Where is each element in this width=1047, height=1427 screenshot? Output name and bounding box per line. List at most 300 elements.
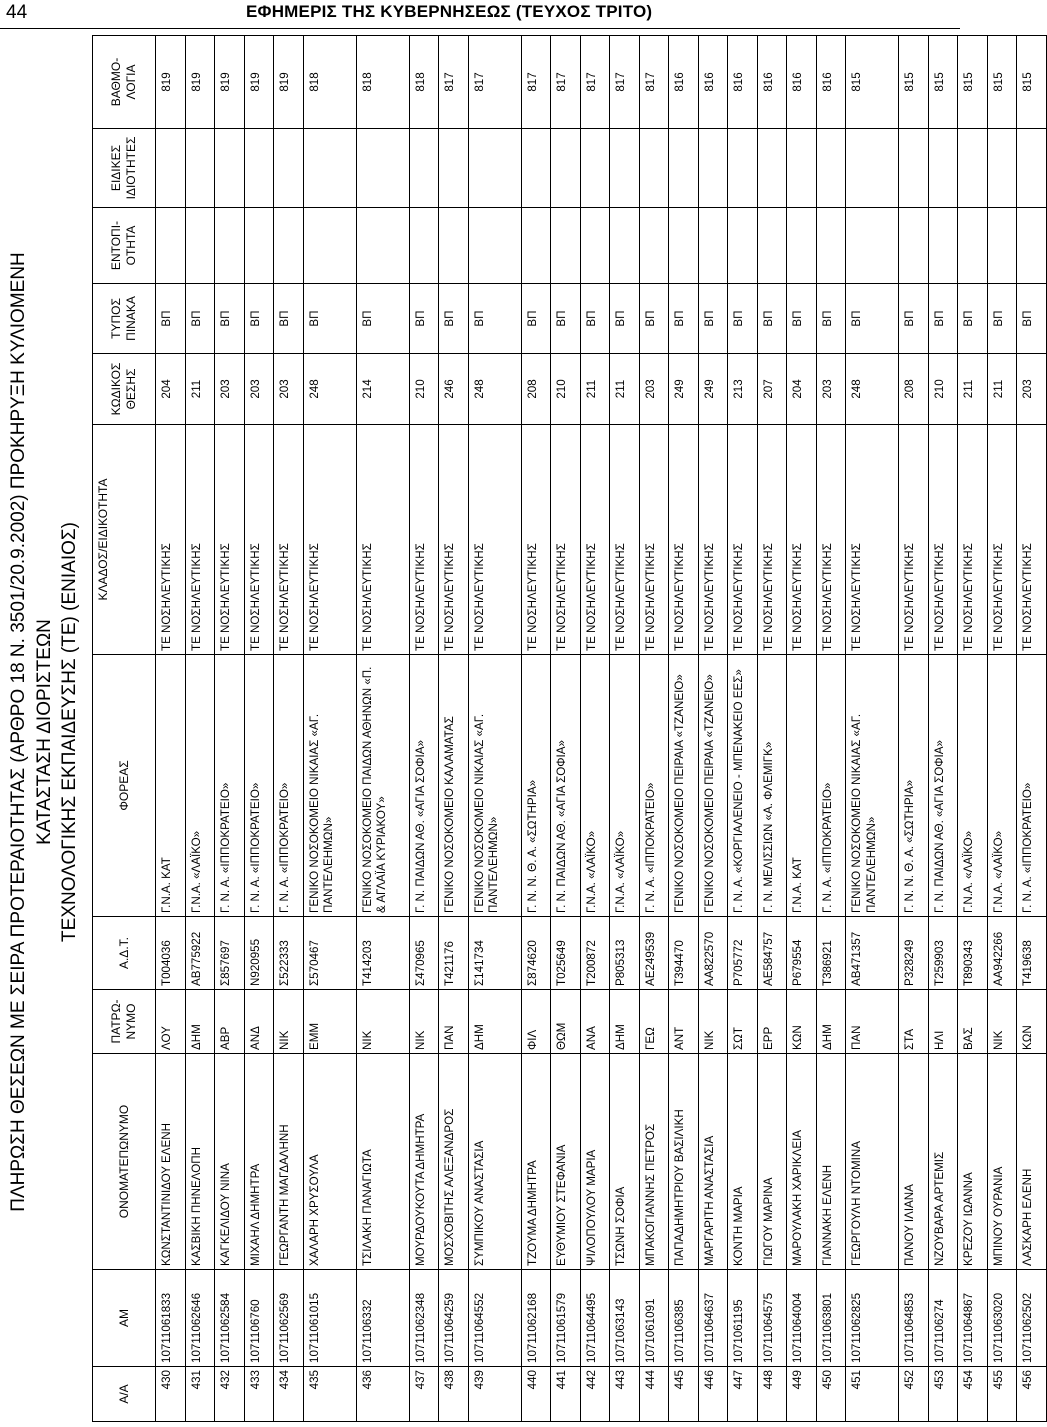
cell-special: [468, 129, 521, 208]
cell-name: ΤΣΩΝΗ ΣΟΦΙΑ: [610, 1054, 640, 1270]
cell-patronymic: ΑΝΔ: [244, 990, 274, 1054]
cell-locality: [669, 208, 699, 284]
title-line-2: ΚΑΤΑΣΤΑΣΗ ΔΙΟΡΙΣΤΕΩΝ: [34, 619, 55, 845]
cell-list-type: ΒΠ: [958, 284, 988, 354]
col-position-code-l2: ΘΕΣΗΣ: [124, 368, 138, 410]
cell-list-type: ΒΠ: [1017, 284, 1047, 354]
header-rule: [0, 28, 960, 29]
cell-adt: Τ890343: [958, 917, 988, 990]
cell-position-code: 248: [303, 354, 356, 425]
cell-locality: [928, 208, 958, 284]
cell-locality: [185, 208, 215, 284]
cell-klados: ΤΕ ΝΟΣΗΛΕΥΤΙΚΗΣ: [185, 425, 215, 655]
cell-list-type: ΒΠ: [409, 284, 439, 354]
cell-foreas: ΓΕΝΙΚΟ ΝΟΣΟΚΟΜΕΙΟ ΝΙΚΑΙΑΣ «ΑΓ. ΠΑΝΤΕΛΕΗΜΩΝ»: [846, 655, 899, 917]
cell-special: [610, 129, 640, 208]
cell-list-type: ΒΠ: [356, 284, 409, 354]
cell-name: ΠΑΝΟΥ ΙΛΙΑΝΑ: [899, 1054, 929, 1270]
cell-patronymic: ΝΙΚ: [356, 990, 409, 1054]
cell-foreas: Γ.Ν.Α. «ΛΑΪΚΟ»: [987, 655, 1017, 917]
cell-patronymic: ΔΗΜ: [185, 990, 215, 1054]
cell-position-code: 214: [356, 354, 409, 425]
cell-adt: Ρ805313: [610, 917, 640, 990]
cell-foreas: Γ.Ν.Α. ΚΑΤ: [156, 655, 186, 917]
cell-patronymic: ΑΒΡ: [215, 990, 245, 1054]
cell-foreas: Γ. Ν. Α. «ΙΠΠΟΚΡΑΤΕΙΟ»: [639, 655, 669, 917]
cell-patronymic: ΣΩΤ: [728, 990, 758, 1054]
cell-adt: Τ259903: [928, 917, 958, 990]
col-position-code: [93, 354, 156, 425]
table-row: [244, 36, 274, 1422]
cell-am: 10711064495: [580, 1270, 610, 1367]
cell-am: 10711061579: [551, 1270, 581, 1367]
cell-position-code: 211: [610, 354, 640, 425]
cell-am: 1071106332: [356, 1270, 409, 1367]
cell-am: 10711062584: [215, 1270, 245, 1367]
cell-name: ΚΑΓΚΕΛΙΔΟΥ ΝΙΝΑ: [215, 1054, 245, 1270]
cell-am: 10711064575: [757, 1270, 787, 1367]
col-foreas: ΦΟΡΕΑΣ: [93, 655, 156, 917]
cell-foreas: ΓΕΝΙΚΟ ΝΟΣΟΚΟΜΕΙΟ ΠΕΙΡΑΙΑ «ΤΖΑΝΕΙΟ»: [669, 655, 699, 917]
table-row: [757, 36, 787, 1422]
cell-aa: 451: [846, 1367, 899, 1422]
cell-aa: 432: [215, 1367, 245, 1422]
cell-list-type: ΒΠ: [698, 284, 728, 354]
cell-klados: ΤΕ ΝΟΣΗΛΕΥΤΙΚΗΣ: [580, 425, 610, 655]
cell-adt: Τ025649: [551, 917, 581, 990]
cell-foreas: Γ. Ν. ΠΑΙΔΩΝ ΑΘ. «ΑΓΙΑ ΣΟΦΙΑ»: [928, 655, 958, 917]
cell-aa: 430: [156, 1367, 186, 1422]
cell-aa: 455: [987, 1367, 1017, 1422]
cell-am: 10711064004: [787, 1270, 817, 1367]
col-position-code-l1: ΚΩΔΙΚΟΣ: [109, 362, 123, 416]
cell-patronymic: ΓΕΩ: [639, 990, 669, 1054]
cell-foreas: Γ.Ν.Α. «ΛΑΪΚΟ»: [958, 655, 988, 917]
cell-am: 10711062569: [274, 1270, 304, 1367]
cell-adt: Σ857697: [215, 917, 245, 990]
cell-locality: [698, 208, 728, 284]
cell-special: [580, 129, 610, 208]
cell-klados: ΤΕ ΝΟΣΗΛΕΥΤΙΚΗΣ: [899, 425, 929, 655]
cell-locality: [580, 208, 610, 284]
cell-locality: [987, 208, 1017, 284]
cell-aa: 437: [409, 1367, 439, 1422]
cell-score: 819: [185, 36, 215, 129]
cell-klados: ΤΕ ΝΟΣΗΛΕΥΤΙΚΗΣ: [274, 425, 304, 655]
cell-score: 818: [409, 36, 439, 129]
cell-position-code: 203: [816, 354, 846, 425]
table-row: [669, 36, 699, 1422]
cell-klados: ΤΕ ΝΟΣΗΛΕΥΤΙΚΗΣ: [303, 425, 356, 655]
cell-list-type: ΒΠ: [928, 284, 958, 354]
cell-am: 10711062646: [185, 1270, 215, 1367]
cell-foreas: Γ. Ν. Ν. Θ. Α. «ΣΩΤΗΡΙΑ»: [899, 655, 929, 917]
cell-name: ΤΖΟΥΜΑ ΔΗΜΗΤΡΑ: [521, 1054, 551, 1270]
cell-adt: ΑΑ942266: [987, 917, 1017, 990]
cell-list-type: ΒΠ: [899, 284, 929, 354]
cell-position-code: 204: [787, 354, 817, 425]
cell-klados: ΤΕ ΝΟΣΗΛΕΥΤΙΚΗΣ: [787, 425, 817, 655]
table-row: [987, 36, 1017, 1422]
cell-list-type: ΒΠ: [757, 284, 787, 354]
cell-aa: 431: [185, 1367, 215, 1422]
cell-aa: 438: [439, 1367, 469, 1422]
cell-special: [728, 129, 758, 208]
title-line-1: ΠΛΗΡΩΣΗ ΘΕΣΕΩΝ ΜΕ ΣΕΙΡΑ ΠΡΟΤΕΡΑΙΟΤΗΤΑΣ (ΑΡΘΡΟ 18 Ν. 3501/20.9.2002) ΠΡΟΚΗΡΥΞΗ ΚΥΛΙΟΜΕΝΗ: [8, 252, 29, 1212]
cell-list-type: ΒΠ: [816, 284, 846, 354]
cell-adt: Τ386921: [816, 917, 846, 990]
page-number: 44: [6, 2, 28, 23]
cell-am: 10711061015: [303, 1270, 356, 1367]
cell-patronymic: ΛΟΥ: [156, 990, 186, 1054]
cell-special: [987, 129, 1017, 208]
cell-patronymic: ΦΙΛ: [521, 990, 551, 1054]
table-row: [580, 36, 610, 1422]
col-patronymic: [93, 990, 156, 1054]
cell-patronymic: ΗΛΙ: [928, 990, 958, 1054]
cell-am: 1071063143: [610, 1270, 640, 1367]
cell-am: 10711062348: [409, 1270, 439, 1367]
cell-special: [846, 129, 899, 208]
cell-list-type: ΒΠ: [439, 284, 469, 354]
cell-patronymic: ΣΤΑ: [899, 990, 929, 1054]
cell-aa: 439: [468, 1367, 521, 1422]
cell-foreas: Γ. Ν. Α. «ΙΠΠΟΚΡΑΤΕΙΟ»: [215, 655, 245, 917]
cell-locality: [610, 208, 640, 284]
cell-klados: ΤΕ ΝΟΣΗΛΕΥΤΙΚΗΣ: [698, 425, 728, 655]
cell-score: 817: [439, 36, 469, 129]
cell-patronymic: ΒΑΣ: [958, 990, 988, 1054]
cell-score: 815: [899, 36, 929, 129]
running-title: ΕΦΗΜΕΡΙΣ ΤΗΣ ΚΥΒΕΡΝΗΣΕΩΣ (ΤΕΥΧΟΣ ΤΡΙΤΟ): [246, 2, 653, 21]
cell-klados: ΤΕ ΝΟΣΗΛΕΥΤΙΚΗΣ: [987, 425, 1017, 655]
cell-list-type: ΒΠ: [244, 284, 274, 354]
table-row: [728, 36, 758, 1422]
cell-adt: Τ004036: [156, 917, 186, 990]
cell-adt: ΑΕ249539: [639, 917, 669, 990]
table-row: [303, 36, 356, 1422]
col-am: ΑΜ: [93, 1270, 156, 1367]
cell-score: 817: [610, 36, 640, 129]
cell-patronymic: ΔΗΜ: [468, 990, 521, 1054]
cell-name: ΜΙΧΑΗΛ ΔΗΜΗΤΡΑ: [244, 1054, 274, 1270]
cell-list-type: ΒΠ: [215, 284, 245, 354]
table-row: [899, 36, 929, 1422]
cell-locality: [409, 208, 439, 284]
cell-aa: 441: [551, 1367, 581, 1422]
table-row: [409, 36, 439, 1422]
col-list-type: [93, 284, 156, 354]
cell-aa: 456: [1017, 1367, 1047, 1422]
cell-position-code: 210: [409, 354, 439, 425]
cell-special: [639, 129, 669, 208]
cell-name: ΜΠΙΝΟΥ ΟΥΡΑΝΙΑ: [987, 1054, 1017, 1270]
cell-name: ΚΑΣΒΙΚΗ ΠΗΝΕΛΟΠΗ: [185, 1054, 215, 1270]
cell-klados: ΤΕ ΝΟΣΗΛΕΥΤΙΚΗΣ: [958, 425, 988, 655]
col-score: [93, 36, 156, 129]
cell-position-code: 210: [928, 354, 958, 425]
cell-position-code: 248: [468, 354, 521, 425]
cell-special: [1017, 129, 1047, 208]
cell-special: [274, 129, 304, 208]
cell-name: ΨΙΛΟΠΟΥΛΟΥ ΜΑΡΙΑ: [580, 1054, 610, 1270]
cell-name: ΓΙΩΓΟΥ ΜΑΡΙΝΑ: [757, 1054, 787, 1270]
cell-adt: Σ522333: [274, 917, 304, 990]
cell-patronymic: ΝΙΚ: [698, 990, 728, 1054]
cell-score: 816: [728, 36, 758, 129]
table-row: [787, 36, 817, 1422]
appointees-table: [92, 35, 1047, 1422]
table-row: [958, 36, 988, 1422]
cell-position-code: 210: [551, 354, 581, 425]
table-row: [698, 36, 728, 1422]
cell-position-code: 248: [846, 354, 899, 425]
cell-name: ΚΡΕΖΟΥ ΙΩΑΝΝΑ: [958, 1054, 988, 1270]
cell-klados: ΤΕ ΝΟΣΗΛΕΥΤΙΚΗΣ: [816, 425, 846, 655]
cell-patronymic: ΑΝΤ: [669, 990, 699, 1054]
table-header-row: [93, 36, 156, 1422]
col-aa: Α/Α: [93, 1367, 156, 1422]
cell-locality: [468, 208, 521, 284]
cell-aa: 435: [303, 1367, 356, 1422]
cell-aa: 447: [728, 1367, 758, 1422]
cell-name: ΝΖΟΥΒΑΡΑ ΑΡΤΕΜΙΣ: [928, 1054, 958, 1270]
cell-aa: 450: [816, 1367, 846, 1422]
cell-adt: Τ419638: [1017, 917, 1047, 990]
cell-aa: 440: [521, 1367, 551, 1422]
table-body: [156, 36, 1047, 1422]
cell-adt: Σ141734: [468, 917, 521, 990]
cell-score: 816: [698, 36, 728, 129]
cell-score: 816: [757, 36, 787, 129]
cell-adt: ΑΒ775922: [185, 917, 215, 990]
cell-aa: 446: [698, 1367, 728, 1422]
cell-special: [521, 129, 551, 208]
cell-list-type: ΒΠ: [156, 284, 186, 354]
table-row: [639, 36, 669, 1422]
cell-special: [958, 129, 988, 208]
cell-position-code: 208: [899, 354, 929, 425]
table-row: [468, 36, 521, 1422]
cell-patronymic: ΚΩΝ: [1017, 990, 1047, 1054]
cell-score: 818: [303, 36, 356, 129]
cell-name: ΜΟΣΧΟΒΙΤΗΣ ΑΛΕΞΑΝΔΡΟΣ: [439, 1054, 469, 1270]
cell-foreas: Γ. Ν. ΠΑΙΔΩΝ ΑΘ. «ΑΓΙΑ ΣΟΦΙΑ»: [551, 655, 581, 917]
cell-foreas: ΓΕΝΙΚΟ ΝΟΣΟΚΟΜΕΙΟ ΚΑΛΑΜΑΤΑΣ: [439, 655, 469, 917]
cell-list-type: ΒΠ: [303, 284, 356, 354]
cell-position-code: 213: [728, 354, 758, 425]
cell-klados: ΤΕ ΝΟΣΗΛΕΥΤΙΚΗΣ: [757, 425, 787, 655]
cell-locality: [439, 208, 469, 284]
cell-position-code: 211: [580, 354, 610, 425]
cell-patronymic: ΝΙΚ: [274, 990, 304, 1054]
cell-foreas: Γ.Ν.Α. ΚΑΤ: [787, 655, 817, 917]
cell-special: [669, 129, 699, 208]
cell-position-code: 211: [185, 354, 215, 425]
cell-list-type: ΒΠ: [580, 284, 610, 354]
cell-aa: 453: [928, 1367, 958, 1422]
cell-adt: Ρ705772: [728, 917, 758, 990]
cell-name: ΓΕΩΡΓΑΝΤΗ ΜΑΓΔΑΛΗΝΗ: [274, 1054, 304, 1270]
cell-am: 1071106385: [669, 1270, 699, 1367]
cell-score: 815: [846, 36, 899, 129]
cell-position-code: 203: [244, 354, 274, 425]
cell-list-type: ΒΠ: [639, 284, 669, 354]
table-row: [215, 36, 245, 1422]
cell-locality: [244, 208, 274, 284]
cell-foreas: Γ. Ν. Α. «ΙΠΠΟΚΡΑΤΕΙΟ»: [244, 655, 274, 917]
cell-klados: ΤΕ ΝΟΣΗΛΕΥΤΙΚΗΣ: [156, 425, 186, 655]
cell-foreas: Γ.Ν.Α. «ΛΑΪΚΟ»: [580, 655, 610, 917]
cell-name: ΧΑΛΑΡΗ ΧΡΥΣΟΥΛΑ: [303, 1054, 356, 1270]
cell-special: [303, 129, 356, 208]
cell-locality: [639, 208, 669, 284]
cell-score: 818: [356, 36, 409, 129]
cell-list-type: ΒΠ: [185, 284, 215, 354]
cell-klados: ΤΕ ΝΟΣΗΛΕΥΤΙΚΗΣ: [928, 425, 958, 655]
cell-patronymic: ΝΙΚ: [409, 990, 439, 1054]
cell-patronymic: ΕΜΜ: [303, 990, 356, 1054]
cell-foreas: Γ. Ν. ΜΕΛΙΣΣΙΩΝ «Α. ΦΛΕΜΙΓΚ»: [757, 655, 787, 917]
cell-score: 819: [244, 36, 274, 129]
cell-name: ΣΥΜΠΙΚΟΥ ΑΝΑΣΤΑΣΙΑ: [468, 1054, 521, 1270]
cell-locality: [899, 208, 929, 284]
cell-score: 816: [816, 36, 846, 129]
cell-klados: ΤΕ ΝΟΣΗΛΕΥΤΙΚΗΣ: [521, 425, 551, 655]
table-row: [1017, 36, 1047, 1422]
cell-name: ΜΑΡΟΥΛΑΚΗ ΧΑΡΙΚΛΕΙΑ: [787, 1054, 817, 1270]
cell-name: ΓΙΑΝΝΑΚΗ ΕΛΕΝΗ: [816, 1054, 846, 1270]
cell-am: 10711062825: [846, 1270, 899, 1367]
cell-score: 815: [928, 36, 958, 129]
cell-name: ΤΣΙΛΑΚΗ ΠΑΝΑΓΙΩΤΑ: [356, 1054, 409, 1270]
cell-list-type: ΒΠ: [274, 284, 304, 354]
cell-special: [787, 129, 817, 208]
cell-foreas: Γ. Ν. ΠΑΙΔΩΝ ΑΘ. «ΑΓΙΑ ΣΟΦΙΑ»: [409, 655, 439, 917]
cell-aa: 449: [787, 1367, 817, 1422]
cell-patronymic: ΚΩΝ: [787, 990, 817, 1054]
cell-locality: [846, 208, 899, 284]
cell-foreas: Γ. Ν. Α. «ΙΠΠΟΚΡΑΤΕΙΟ»: [1017, 655, 1047, 917]
cell-foreas: Γ. Ν. Α. «ΙΠΠΟΚΡΑΤΕΙΟ»: [816, 655, 846, 917]
cell-list-type: ΒΠ: [521, 284, 551, 354]
cell-score: 815: [987, 36, 1017, 129]
cell-name: ΕΥΘΥΜΙΟΥ ΣΤΕΦΑΝΙΑ: [551, 1054, 581, 1270]
cell-position-code: 207: [757, 354, 787, 425]
cell-am: 10711064637: [698, 1270, 728, 1367]
cell-adt: ΑΕ584757: [757, 917, 787, 990]
cell-list-type: ΒΠ: [787, 284, 817, 354]
cell-special: [156, 129, 186, 208]
cell-foreas: Γ. Ν. Α. «ΙΠΠΟΚΡΑΤΕΙΟ»: [274, 655, 304, 917]
cell-special: [928, 129, 958, 208]
cell-locality: [958, 208, 988, 284]
col-klados: ΚΛΑΔΟΣ/ΕΙΔΙΚΟΤΗΤΑ: [93, 425, 156, 655]
col-locality: [93, 208, 156, 284]
cell-locality: [816, 208, 846, 284]
cell-adt: Τ394470: [669, 917, 699, 990]
table-row: [928, 36, 958, 1422]
cell-position-code: 203: [215, 354, 245, 425]
cell-foreas: Γ.Ν.Α. «ΛΑΪΚΟ»: [185, 655, 215, 917]
cell-special: [356, 129, 409, 208]
cell-name: ΜΠΑΚΟΓΙΑΝΝΗΣ ΠΕΤΡΟΣ: [639, 1054, 669, 1270]
col-patronymic-l2: ΝΥΜΟ: [124, 1003, 138, 1040]
table-row: [846, 36, 899, 1422]
cell-am: 10711062168: [521, 1270, 551, 1367]
cell-adt: ΑΑ822570: [698, 917, 728, 990]
cell-am: 10711064259: [439, 1270, 469, 1367]
cell-special: [551, 129, 581, 208]
cell-list-type: ΒΠ: [669, 284, 699, 354]
cell-position-code: 246: [439, 354, 469, 425]
cell-foreas: ΓΕΝΙΚΟ ΝΟΣΟΚΟΜΕΙΟ ΝΙΚΑΙΑΣ «ΑΓ. ΠΑΝΤΕΛΕΗΜΩΝ»: [303, 655, 356, 917]
cell-am: 1071106760: [244, 1270, 274, 1367]
cell-klados: ΤΕ ΝΟΣΗΛΕΥΤΙΚΗΣ: [468, 425, 521, 655]
cell-klados: ΤΕ ΝΟΣΗΛΕΥΤΙΚΗΣ: [215, 425, 245, 655]
cell-am: 1071061195: [728, 1270, 758, 1367]
cell-name: ΠΑΠΑΔΗΜΗΤΡΙΟΥ ΒΑΣΙΛΙΚΗ: [669, 1054, 699, 1270]
table-row: [816, 36, 846, 1422]
cell-patronymic: ΔΗΜ: [610, 990, 640, 1054]
cell-name: ΜΑΡΓΑΡΙΤΗ ΑΝΑΣΤΑΣΙΑ: [698, 1054, 728, 1270]
cell-score: 816: [787, 36, 817, 129]
cell-special: [215, 129, 245, 208]
col-locality-l2: ΟΤΗΤΑ: [124, 225, 138, 266]
cell-score: 815: [958, 36, 988, 129]
table-row: [521, 36, 551, 1422]
cell-score: 817: [521, 36, 551, 129]
cell-score: 819: [156, 36, 186, 129]
cell-am: 10711062502: [1017, 1270, 1047, 1367]
cell-patronymic: ΑΝΑ: [580, 990, 610, 1054]
table-row: [156, 36, 186, 1422]
cell-patronymic: ΔΗΜ: [816, 990, 846, 1054]
cell-klados: ΤΕ ΝΟΣΗΛΕΥΤΙΚΗΣ: [439, 425, 469, 655]
cell-score: 815: [1017, 36, 1047, 129]
cell-special: [698, 129, 728, 208]
cell-klados: ΤΕ ΝΟΣΗΛΕΥΤΙΚΗΣ: [551, 425, 581, 655]
cell-adt: Ρ328249: [899, 917, 929, 990]
cell-score: 819: [215, 36, 245, 129]
cell-aa: 443: [610, 1367, 640, 1422]
cell-locality: [728, 208, 758, 284]
cell-am: 10711064552: [468, 1270, 521, 1367]
col-locality-l1: ΕΝΤΟΠΙ-: [109, 220, 123, 271]
cell-name: ΛΑΣΚΑΡΗ ΕΛΕΝΗ: [1017, 1054, 1047, 1270]
cell-locality: [787, 208, 817, 284]
cell-name: ΚΩΝΣΤΑΝΤΙΝΙΔΟΥ ΕΛΕΝΗ: [156, 1054, 186, 1270]
cell-patronymic: ΠΑΝ: [846, 990, 899, 1054]
cell-position-code: 249: [669, 354, 699, 425]
cell-klados: ΤΕ ΝΟΣΗΛΕΥΤΙΚΗΣ: [669, 425, 699, 655]
cell-foreas: Γ.Ν.Α. «ΛΑΪΚΟ»: [610, 655, 640, 917]
cell-locality: [521, 208, 551, 284]
cell-score: 816: [669, 36, 699, 129]
cell-adt: ΑΒ471357: [846, 917, 899, 990]
cell-special: [409, 129, 439, 208]
cell-adt: Σ470965: [409, 917, 439, 990]
col-patronymic-l1: ΠΑΤΡΩ-: [109, 999, 123, 1044]
col-special-l2: ΙΔΙΟΤΗΤΕΣ: [124, 136, 138, 200]
cell-klados: ΤΕ ΝΟΣΗΛΕΥΤΙΚΗΣ: [244, 425, 274, 655]
col-list-type-l1: ΤΥΠΟΣ: [109, 298, 123, 339]
cell-locality: [356, 208, 409, 284]
table-row: [551, 36, 581, 1422]
cell-locality: [303, 208, 356, 284]
cell-aa: 452: [899, 1367, 929, 1422]
cell-patronymic: ΝΙΚ: [987, 990, 1017, 1054]
